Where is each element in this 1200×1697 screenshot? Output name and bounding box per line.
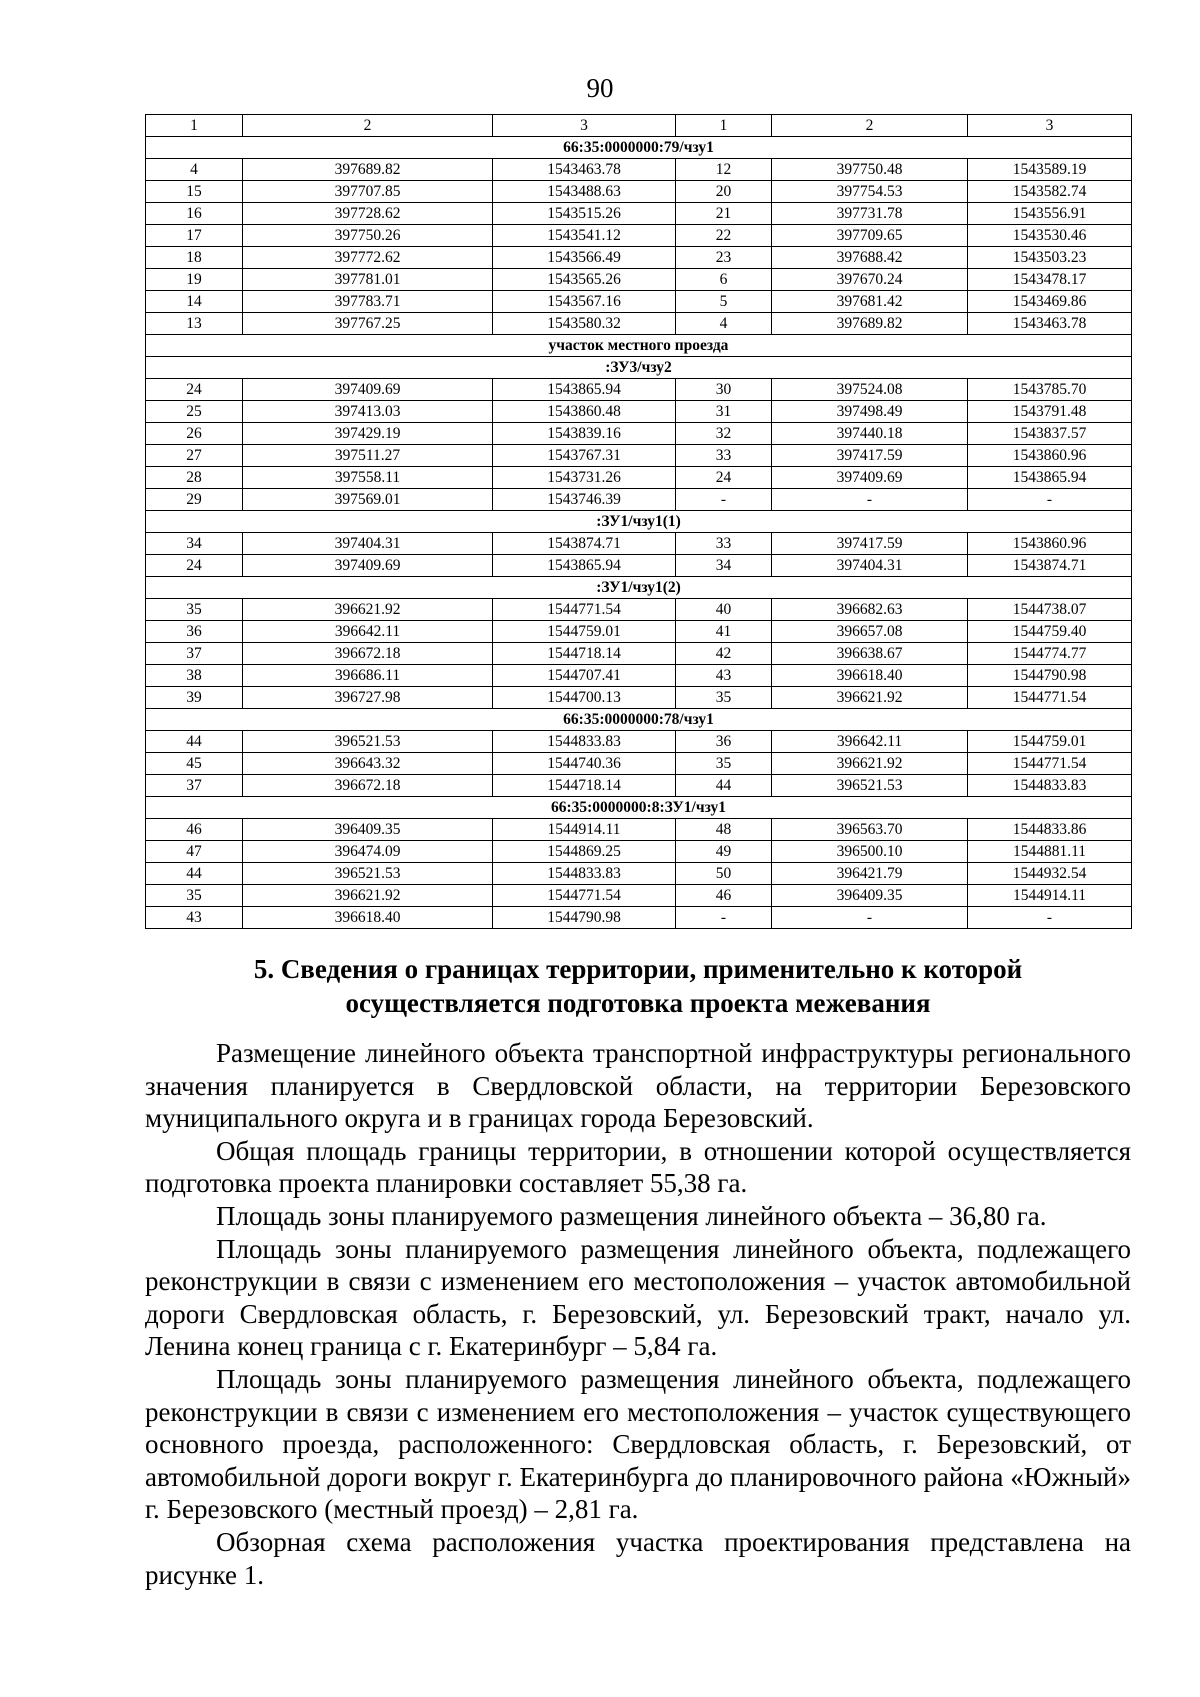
table-row	[146, 819, 1132, 841]
page-number: 90	[586, 73, 614, 103]
table-cell: 1544790.98	[968, 665, 1132, 687]
table-cell: 1543860.96	[968, 445, 1132, 467]
table-row	[146, 313, 1132, 335]
column-header: 1	[676, 115, 772, 137]
table-cell: 1544881.11	[968, 841, 1132, 863]
table-cell: 46	[146, 819, 243, 841]
table-cell: 1544833.83	[493, 863, 676, 885]
table-cell: -	[968, 907, 1132, 929]
table-cell: 45	[146, 753, 243, 775]
table-cell: 31	[676, 401, 772, 423]
table-cell: 1544914.11	[493, 819, 676, 841]
table-cell: 397409.69	[243, 555, 493, 577]
table-cell: 397709.65	[772, 225, 968, 247]
table-cell: 1544718.14	[493, 643, 676, 665]
table-row	[146, 775, 1132, 797]
table-cell: 1543530.46	[968, 225, 1132, 247]
table-cell: 397670.24	[772, 269, 968, 291]
table-cell: 37	[146, 643, 243, 665]
table-row	[146, 247, 1132, 269]
table-cell: 36	[676, 731, 772, 753]
table-cell: 397754.53	[772, 181, 968, 203]
table-cell: 396618.40	[772, 665, 968, 687]
table-cell: 1543565.26	[493, 269, 676, 291]
table-cell: 1543469.86	[968, 291, 1132, 313]
table-cell: 1543488.63	[493, 181, 676, 203]
table-cell: 397511.27	[243, 445, 493, 467]
table-cell: 1543839.16	[493, 423, 676, 445]
table-cell: 24	[146, 555, 243, 577]
table-row	[146, 643, 1132, 665]
table-cell: 1543541.12	[493, 225, 676, 247]
table-cell: 1543589.19	[968, 159, 1132, 181]
table-row	[146, 687, 1132, 709]
table-cell: 396638.67	[772, 643, 968, 665]
table-cell: 1544774.77	[968, 643, 1132, 665]
table-cell: 397429.19	[243, 423, 493, 445]
table-cell: 19	[146, 269, 243, 291]
paragraph: Площадь зоны планируемого размещения линейного объекта – 36,80 га.	[216, 1200, 1047, 1231]
table-cell: 44	[146, 863, 243, 885]
table-cell: 5	[676, 291, 772, 313]
table-cell: 1543731.26	[493, 467, 676, 489]
table-cell: 396672.18	[243, 775, 493, 797]
table-cell: 397688.42	[772, 247, 968, 269]
table-cell: 1543566.49	[493, 247, 676, 269]
table-cell: 1544759.01	[968, 731, 1132, 753]
table-row	[146, 621, 1132, 643]
table-cell: 40	[676, 599, 772, 621]
table-cell: -	[772, 907, 968, 929]
table-cell: 35	[146, 885, 243, 907]
table-cell: 396621.92	[243, 599, 493, 621]
paragraph: Площадь зоны планируемого размещения линейного объекта, подлежащего реконструкции в связи с изменением его местоположения – участок существующего основного проезда, расположенного: Свердловская область, г. Березовский, от автомобильной дороги вокруг г. Екатеринбурга до планировочного района «Южный» г. Березовского (местный проезд) – 2,81 га.	[145, 1363, 1131, 1525]
table-cell: 1544771.54	[493, 885, 676, 907]
table-cell: 1544740.36	[493, 753, 676, 775]
table-cell: 15	[146, 181, 243, 203]
table-cell: 396727.98	[243, 687, 493, 709]
table-cell: 28	[146, 467, 243, 489]
table-row	[146, 533, 1132, 555]
column-header: 3	[493, 115, 676, 137]
table-cell: 396563.70	[772, 819, 968, 841]
table-cell: 36	[146, 621, 243, 643]
section-label: 66:35:0000000:78/чзу1	[146, 709, 1132, 731]
table-cell: 1544738.07	[968, 599, 1132, 621]
table-cell: 16	[146, 203, 243, 225]
table-row	[146, 467, 1132, 489]
table-cell: 34	[676, 555, 772, 577]
table-cell: 1544833.83	[493, 731, 676, 753]
table-cell: 35	[676, 687, 772, 709]
table-cell: 396521.53	[243, 863, 493, 885]
table-cell: 41	[676, 621, 772, 643]
body-text	[145, 1037, 1131, 1591]
table-cell: 397558.11	[243, 467, 493, 489]
table-cell: 396521.53	[772, 775, 968, 797]
table-row	[146, 225, 1132, 247]
table-cell: 1543860.48	[493, 401, 676, 423]
table-cell: 1543746.39	[493, 489, 676, 511]
table-cell: 1543865.94	[493, 555, 676, 577]
section-label: :ЗУ1/чзу1(1)	[146, 511, 1132, 533]
table-cell: 1543463.78	[493, 159, 676, 181]
table-cell: 37	[146, 775, 243, 797]
column-header: 2	[243, 115, 493, 137]
table-cell: 38	[146, 665, 243, 687]
table-cell: 26	[146, 423, 243, 445]
table-cell: 1543874.71	[493, 533, 676, 555]
table-cell: 44	[146, 731, 243, 753]
table-cell: 33	[676, 445, 772, 467]
table-row	[146, 269, 1132, 291]
table-cell: 397728.62	[243, 203, 493, 225]
section-label: :ЗУ3/чзу2	[146, 357, 1132, 379]
table-cell: 29	[146, 489, 243, 511]
table-cell: 397681.42	[772, 291, 968, 313]
table-cell: 397440.18	[772, 423, 968, 445]
table-cell: 1543582.74	[968, 181, 1132, 203]
table-cell: 1544914.11	[968, 885, 1132, 907]
table-cell: 1543785.70	[968, 379, 1132, 401]
table-cell: 4	[676, 313, 772, 335]
table-cell: 396521.53	[243, 731, 493, 753]
table-cell: 44	[676, 775, 772, 797]
paragraph: Размещение линейного объекта транспортной инфраструктуры регионального значения планируется в Свердловской области, на территории Березовского муниципального округа и в границах города Березовский.	[145, 1038, 1131, 1134]
table-cell: 1544771.54	[968, 753, 1132, 775]
table-row	[146, 181, 1132, 203]
table-cell: 13	[146, 313, 243, 335]
table-section-row	[146, 797, 1132, 819]
table-cell: 30	[676, 379, 772, 401]
table-cell: 396618.40	[243, 907, 493, 929]
table-cell: 43	[676, 665, 772, 687]
column-header: 2	[772, 115, 968, 137]
table-cell: 396621.92	[772, 753, 968, 775]
table-cell: 397417.59	[772, 533, 968, 555]
table-cell: 1544718.14	[493, 775, 676, 797]
table-row	[146, 907, 1132, 929]
table-section-row	[146, 357, 1132, 379]
table-cell: 1543860.96	[968, 533, 1132, 555]
table-row	[146, 731, 1132, 753]
table-row	[146, 379, 1132, 401]
table-cell: 396409.35	[772, 885, 968, 907]
table-cell: 27	[146, 445, 243, 467]
table-cell: 47	[146, 841, 243, 863]
table-cell: 396686.11	[243, 665, 493, 687]
table-cell: 50	[676, 863, 772, 885]
table-cell: 49	[676, 841, 772, 863]
table-cell: 397524.08	[772, 379, 968, 401]
table-row	[146, 445, 1132, 467]
table-cell: 35	[676, 753, 772, 775]
paragraph: Площадь зоны планируемого размещения линейного объекта, подлежащего реконструкции в связи с изменением его местоположения – участок автомобильной дороги Свердловская область, г. Березовский, ул. Березовский тракт, начало ул. Ленина конец граница с г. Екатеринбург – 5,84 га.	[145, 1233, 1131, 1362]
table-cell: 1544771.54	[493, 599, 676, 621]
table-cell: 42	[676, 643, 772, 665]
table-cell: 1543567.16	[493, 291, 676, 313]
table-cell: 1543556.91	[968, 203, 1132, 225]
table-cell: 397707.85	[243, 181, 493, 203]
table-body	[146, 137, 1132, 929]
table-cell: 397750.48	[772, 159, 968, 181]
table-cell: 24	[676, 467, 772, 489]
column-header: 3	[968, 115, 1132, 137]
table-cell: 397689.82	[772, 313, 968, 335]
paragraph: Обзорная схема расположения участка проектирования представлена на рисунке 1.	[145, 1526, 1131, 1590]
table-row	[146, 291, 1132, 313]
table-cell: 397404.31	[243, 533, 493, 555]
table-cell: 32	[676, 423, 772, 445]
table-row	[146, 489, 1132, 511]
table-cell: 397781.01	[243, 269, 493, 291]
table-section-row	[146, 577, 1132, 599]
section-heading-line: осуществляется подготовка проекта межевания	[345, 988, 931, 1018]
table-cell: 397409.69	[243, 379, 493, 401]
table-row	[146, 753, 1132, 775]
table-cell: 397569.01	[243, 489, 493, 511]
table-cell: 1543837.57	[968, 423, 1132, 445]
column-header: 1	[146, 115, 243, 137]
table-cell: 17	[146, 225, 243, 247]
table-cell: 396642.11	[772, 731, 968, 753]
table-cell: 397767.25	[243, 313, 493, 335]
table-cell: 6	[676, 269, 772, 291]
table-cell: 48	[676, 819, 772, 841]
section-label: участок местного проезда	[146, 335, 1132, 357]
table-cell: 397772.62	[243, 247, 493, 269]
table-row	[146, 863, 1132, 885]
table-cell: 25	[146, 401, 243, 423]
table-row	[146, 203, 1132, 225]
table-cell: 1544759.40	[968, 621, 1132, 643]
table-section-row	[146, 709, 1132, 731]
table-cell: 35	[146, 599, 243, 621]
table-cell: 1543865.94	[493, 379, 676, 401]
table-cell: 396421.79	[772, 863, 968, 885]
table-cell: 1543865.94	[968, 467, 1132, 489]
table-cell: 1543767.31	[493, 445, 676, 467]
table-cell: 397409.69	[772, 467, 968, 489]
table-cell: 397731.78	[772, 203, 968, 225]
table-cell: 33	[676, 533, 772, 555]
table-cell: 396621.92	[243, 885, 493, 907]
table-cell: 21	[676, 203, 772, 225]
table-cell: 396657.08	[772, 621, 968, 643]
table-cell: 39	[146, 687, 243, 709]
coordinates-table	[145, 114, 1132, 929]
table-section-row	[146, 137, 1132, 159]
table-row	[146, 599, 1132, 621]
table-row	[146, 423, 1132, 445]
table-cell: 1543478.17	[968, 269, 1132, 291]
table-cell: 1543580.32	[493, 313, 676, 335]
table-cell: 396500.10	[772, 841, 968, 863]
table-row	[146, 885, 1132, 907]
table-cell: 1543791.48	[968, 401, 1132, 423]
table-cell: 24	[146, 379, 243, 401]
table-cell: 397783.71	[243, 291, 493, 313]
table-cell: 1544833.83	[968, 775, 1132, 797]
table-cell: 396672.18	[243, 643, 493, 665]
table-cell: 1544771.54	[968, 687, 1132, 709]
table-cell: 396682.63	[772, 599, 968, 621]
table-cell: 397413.03	[243, 401, 493, 423]
table-cell: 22	[676, 225, 772, 247]
table-cell: 396643.32	[243, 753, 493, 775]
table-row	[146, 401, 1132, 423]
table-cell: 46	[676, 885, 772, 907]
table-row	[146, 159, 1132, 181]
table-row	[146, 841, 1132, 863]
section-label: :ЗУ1/чзу1(2)	[146, 577, 1132, 599]
table-cell: 1543463.78	[968, 313, 1132, 335]
table-cell: 1544790.98	[493, 907, 676, 929]
table-cell: 1544759.01	[493, 621, 676, 643]
section-heading	[145, 952, 1131, 1020]
table-cell: 1544707.41	[493, 665, 676, 687]
section-heading-line: 5. Сведения о границах территории, применительно к которой	[253, 954, 1023, 984]
table-cell: 1544833.86	[968, 819, 1132, 841]
table-header-row	[146, 115, 1132, 137]
table-cell: -	[676, 489, 772, 511]
section-label: 66:35:0000000:79/чзу1	[146, 137, 1132, 159]
table-section-row	[146, 511, 1132, 533]
table-cell: 397689.82	[243, 159, 493, 181]
table-cell: 396642.11	[243, 621, 493, 643]
table-cell: 397750.26	[243, 225, 493, 247]
table-cell: 43	[146, 907, 243, 929]
table-cell: 18	[146, 247, 243, 269]
table-cell: 1543515.26	[493, 203, 676, 225]
table-cell: 397417.59	[772, 445, 968, 467]
table-cell: 396409.35	[243, 819, 493, 841]
table-cell: -	[968, 489, 1132, 511]
table-cell: 396621.92	[772, 687, 968, 709]
table-row	[146, 665, 1132, 687]
table-cell: 396474.09	[243, 841, 493, 863]
table-cell: 20	[676, 181, 772, 203]
paragraph: Общая площадь границы территории, в отношении которой осуществляется подготовка проекта планировки составляет 55,38 га.	[145, 1135, 1131, 1199]
table-cell: -	[772, 489, 968, 511]
table-cell: 34	[146, 533, 243, 555]
table-cell: 14	[146, 291, 243, 313]
table-cell: 4	[146, 159, 243, 181]
table-row	[146, 555, 1132, 577]
table-cell: 1544932.54	[968, 863, 1132, 885]
table-cell: 1543503.23	[968, 247, 1132, 269]
table-cell: 23	[676, 247, 772, 269]
table-cell: 397498.49	[772, 401, 968, 423]
table-cell: -	[676, 907, 772, 929]
table-cell: 397404.31	[772, 555, 968, 577]
table-cell: 12	[676, 159, 772, 181]
table-cell: 1544700.13	[493, 687, 676, 709]
table-section-row	[146, 335, 1132, 357]
table-cell: 1543874.71	[968, 555, 1132, 577]
table-cell: 1544869.25	[493, 841, 676, 863]
section-label: 66:35:0000000:8:ЗУ1/чзу1	[146, 797, 1132, 819]
